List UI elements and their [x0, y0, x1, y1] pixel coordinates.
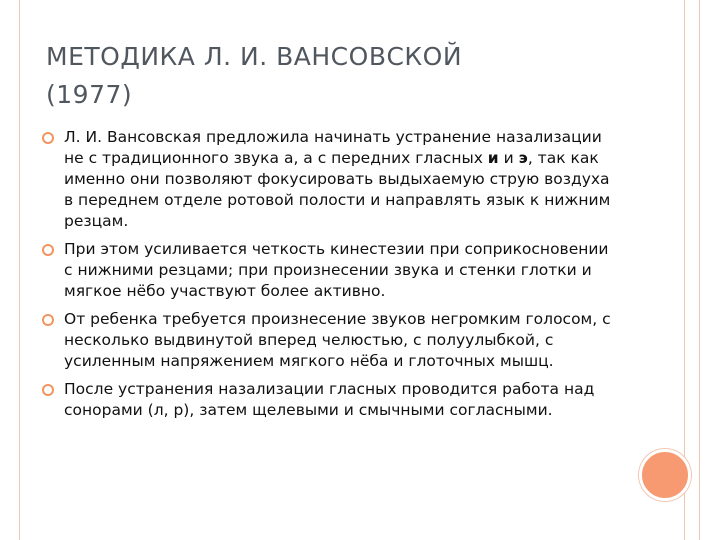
orange-circle-decoration-icon [639, 449, 691, 501]
bold-vowel-e: э [518, 149, 528, 167]
ring-bullet-icon [42, 244, 54, 256]
bullet-list [42, 127, 612, 428]
slide-title [46, 38, 626, 114]
list-item [42, 309, 612, 372]
bullet-text-part: и [498, 149, 519, 167]
left-border-line [19, 0, 20, 540]
list-item [42, 239, 612, 302]
list-item [42, 379, 612, 421]
title-line-1: МЕТОДИКА Л. И. ВАНСОВСКОЙ [46, 42, 463, 71]
ring-bullet-icon [42, 384, 54, 396]
bullet-text-part: Л. И. Вансовская предложила начинать устранение назализации не с традиционного звука а, а с передних гласных [64, 128, 602, 167]
bold-vowel-i: и [487, 149, 499, 167]
bullet-text: При этом усиливается четкость кинестезии при соприкосновении с нижними резцами; при произнесении звука и стенки глотки и мягкое нёбо участвуют более активно. [64, 240, 609, 300]
right-border-line-outer [699, 0, 700, 540]
title-line-2: (1977) [46, 80, 133, 109]
bullet-text [64, 127, 612, 232]
ring-bullet-icon [42, 314, 54, 326]
bullet-text: После устранения назализации гласных проводится работа над сонорами (л, р), затем щелевыми и смычными согласными. [64, 380, 595, 419]
list-item [42, 127, 612, 232]
bullet-text: От ребенка требуется произнесение звуков негромким голосом, с несколько выдвинутой вперед челюстью, с полуулыбкой, с усиленным напряжением мягкого нёба и глоточных мышц. [64, 310, 611, 370]
bullet-text-part: , так как именно они позволяют фокусировать выдыхаемую струю воздуха в переднем отделе ротовой полости и направлять язык к нижним резцам. [64, 149, 611, 230]
ring-bullet-icon [42, 132, 54, 144]
